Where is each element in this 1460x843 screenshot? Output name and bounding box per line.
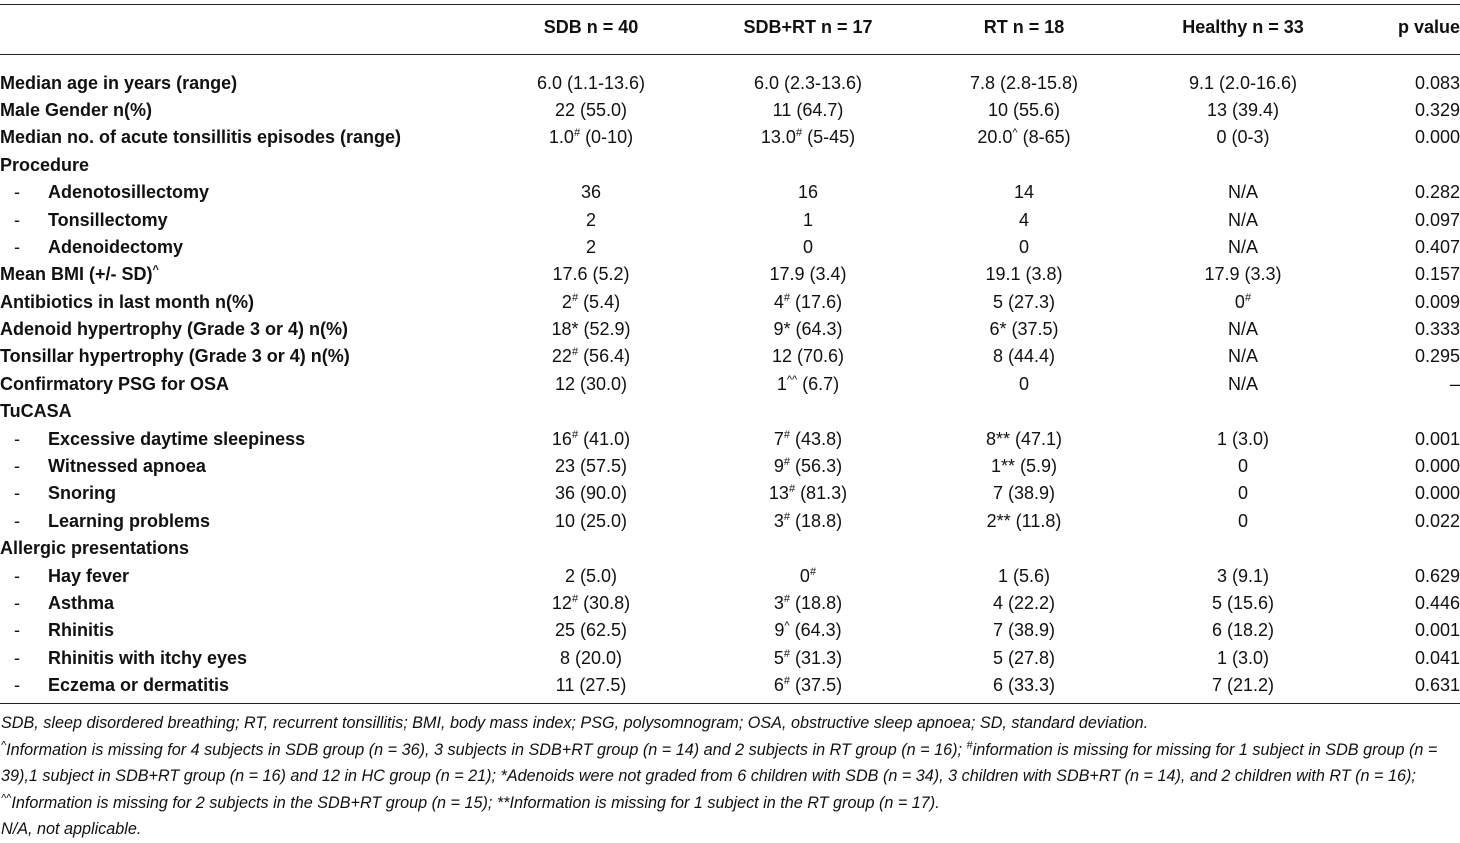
cell-rt: 8 (44.4): [992, 346, 1056, 367]
footnote-text: Information is missing for 2 subjects in the SDB+RT group (n = 15); **Information is missing for 1 subject in the RT group (n = 17).: [11, 793, 940, 812]
cell-superscript: #: [783, 675, 791, 688]
cell-sdb: 2: [585, 209, 596, 230]
cell-rt: 5 (27.8): [992, 647, 1056, 668]
row-dash: -: [14, 620, 20, 641]
cell-sdb: [480, 343, 702, 370]
table-row: [0, 206, 1460, 233]
cell-superscript: #: [571, 593, 579, 605]
table-bottom-rule: [0, 703, 1460, 704]
row-label-text: Antibiotics in last month n(%): [0, 291, 254, 312]
cell-superscript: #: [571, 428, 579, 441]
cell-detail: (6.7): [797, 373, 840, 394]
cell-rt: [914, 124, 1134, 151]
row-dash: -: [14, 428, 20, 449]
cell-detail: (37.5): [790, 675, 843, 696]
row-dash: -: [14, 483, 20, 504]
cell-detail: (31.3): [790, 647, 843, 668]
row-dash: -: [14, 647, 20, 668]
row-label-text: Snoring: [48, 483, 116, 504]
cell-sdb: 36 (90.0): [554, 483, 628, 504]
header-cell-label: [0, 12, 480, 42]
cell-sdb: 36: [580, 182, 602, 203]
cell-sdb-rt: [702, 617, 914, 644]
cell-p-value: 0.022: [1414, 510, 1460, 531]
cell-value: 7: [773, 428, 784, 449]
row-label-text: TuCASA: [0, 401, 72, 422]
table-header-row: [0, 12, 1460, 42]
cell-rt: 4: [1018, 209, 1029, 230]
table-row: [0, 480, 1460, 507]
row-label-text: Male Gender n(%): [0, 99, 153, 120]
table-row: [0, 289, 1460, 316]
cell-superscript: #: [783, 291, 791, 304]
row-sub-label: [0, 206, 480, 233]
row-label-text: Adenotosillectomy: [48, 182, 210, 203]
cell-sdb-rt: 9* (64.3): [773, 319, 843, 340]
row-label: [0, 316, 480, 343]
cell-rt: 7 (38.9): [992, 620, 1056, 641]
cell-sdb-rt: 17.9 (3.4): [769, 264, 847, 285]
row-label-text: Rhinitis with itchy eyes: [48, 647, 248, 668]
table-row: [0, 124, 1460, 151]
cell-p-value: 0.157: [1414, 264, 1460, 285]
cell-detail: (0-10): [580, 127, 634, 148]
cell-rt: 6* (37.5): [989, 319, 1059, 340]
cell-healthy: 0: [1237, 483, 1248, 504]
cell-detail: (41.0): [578, 428, 631, 449]
cell-sdb: 6.0 (1.1-13.6): [536, 72, 646, 93]
table-row: [0, 425, 1460, 452]
cell-superscript: #: [783, 593, 791, 605]
cell-sdb-rt: [702, 289, 914, 316]
table-row: [0, 617, 1460, 644]
table-row: [0, 261, 1460, 288]
cell-healthy: 7 (21.2): [1211, 675, 1275, 696]
cell-p-value: 0.282: [1414, 182, 1460, 203]
header-cell-sdb: SDB n = 40: [543, 16, 639, 37]
row-label-text: Excessive daytime sleepiness: [48, 428, 306, 449]
cell-p-value: 0.000: [1414, 456, 1460, 477]
row-sub-label: [0, 179, 480, 206]
row-label-text: Confirmatory PSG for OSA: [0, 373, 230, 394]
cell-sdb-rt: [702, 645, 914, 672]
cell-healthy: 0 (0-3): [1216, 127, 1270, 148]
cell-sdb: 8 (20.0): [559, 647, 623, 668]
row-dash: -: [14, 675, 20, 696]
row-label-text: Tonsillectomy: [48, 209, 168, 230]
cell-healthy: 0: [1237, 456, 1248, 477]
table-top-rule: [0, 4, 1460, 5]
cell-superscript: #: [788, 483, 796, 496]
cell-detail: (64.3): [789, 620, 842, 641]
section-header-label: [0, 535, 480, 562]
cell-sdb: [480, 124, 702, 151]
cell-healthy: N/A: [1227, 319, 1258, 340]
cell-value: 1: [776, 373, 787, 394]
cell-detail: (56.4): [578, 346, 631, 367]
cell-superscript: #: [783, 456, 791, 469]
cell-sdb-rt: 11 (64.7): [772, 99, 844, 120]
characteristics-table: [0, 12, 1460, 699]
table-row: [0, 398, 1460, 425]
cell-healthy: 5 (15.6): [1211, 593, 1275, 613]
cell-p-value: 0.000: [1414, 127, 1460, 148]
cell-p-value: 0.295: [1414, 346, 1460, 367]
table-row: [0, 672, 1460, 699]
cell-superscript: ^^: [786, 373, 798, 386]
row-dash: -: [14, 236, 20, 257]
header-cell-sdb-rt: SDB+RT n = 17: [743, 16, 873, 37]
row-label-text: Eczema or dermatitis: [48, 675, 230, 696]
cell-superscript: ^: [1012, 127, 1018, 140]
row-label-text: Adenoid hypertrophy (Grade 3 or 4) n(%): [0, 319, 349, 340]
cell-sdb-rt: [702, 590, 914, 617]
cell-healthy: 17.9 (3.3): [1204, 264, 1282, 285]
cell-value: 9: [774, 620, 785, 641]
footnote-text: information is missing for missing for 1 subject in SDB group (n = 39),1 subject in SDB+RT group (n = 16) and 12 in HC group (n = 21); *Adenoids were not graded from 6 children with SDB (n = 34), 3 children with SDB+RT (n = 14), and 2 children with RT (n = 16);: [1, 740, 1438, 786]
cell-sdb-rt: [702, 453, 914, 480]
cell-sdb-rt: 6.0 (2.3-13.6): [753, 72, 863, 93]
cell-superscript: #: [809, 565, 817, 578]
table-row: [0, 535, 1460, 562]
row-label-superscript: ^: [152, 264, 159, 277]
cell-detail: (81.3): [795, 483, 848, 504]
cell-healthy: N/A: [1227, 373, 1258, 394]
row-label-text: Adenoidectomy: [48, 236, 184, 257]
row-label: [0, 69, 480, 96]
cell-p-value: 0.329: [1414, 99, 1460, 120]
row-dash: -: [14, 565, 20, 586]
cell-sdb: [480, 590, 702, 617]
table-row: [0, 453, 1460, 480]
cell-rt: 6 (33.3): [992, 675, 1056, 696]
cell-sdb-rt: 12 (70.6): [771, 346, 845, 367]
cell-sdb-rt: [702, 480, 914, 507]
cell-p-value: 0.446: [1414, 593, 1460, 613]
cell-sdb-rt: [702, 562, 914, 589]
row-label-text: Learning problems: [48, 510, 211, 531]
table-row: [0, 508, 1460, 535]
footnote-text: Information is missing for 4 subjects in SDB group (n = 36), 3 subjects in SDB+RT group (n = 14) and 2 subjects in RT group (n = 16);: [6, 740, 967, 759]
footnote-marker: ^: [1, 739, 7, 752]
cell-value: 5: [773, 647, 784, 668]
cell-detail: (18.8): [790, 510, 843, 531]
footnote-marker: #: [966, 739, 973, 752]
cell-rt: 19.1 (3.8): [985, 264, 1063, 285]
cell-healthy: 1 (3.0): [1216, 647, 1270, 668]
cell-sdb-rt: 0: [802, 236, 813, 257]
header-cell-healthy: Healthy n = 33: [1182, 16, 1304, 37]
row-label-text: Rhinitis: [48, 620, 114, 641]
table-row: [0, 69, 1460, 96]
cell-superscript: #: [573, 127, 581, 140]
cell-sdb-rt: [702, 508, 914, 535]
cell-value: 12: [551, 593, 572, 613]
row-label: [0, 371, 480, 398]
cell-healthy: N/A: [1227, 236, 1258, 257]
cell-detail: (5.4): [578, 291, 621, 312]
cell-detail: (18.8): [790, 593, 843, 613]
cell-sdb: 12 (30.0): [554, 373, 628, 394]
row-sub-label: [0, 425, 480, 452]
cell-sdb: 25 (62.5): [554, 620, 628, 641]
row-label-text: Tonsillar hypertrophy (Grade 3 or 4) n(%): [0, 346, 350, 367]
cell-superscript: #: [783, 510, 791, 523]
cell-rt: 8** (47.1): [985, 428, 1063, 449]
row-label-text: Asthma: [48, 593, 115, 613]
cell-healthy: N/A: [1227, 182, 1258, 203]
cell-p-value: 0.009: [1414, 291, 1460, 312]
row-dash: -: [14, 510, 20, 531]
row-sub-label: [0, 645, 480, 672]
cell-value: 6: [773, 675, 784, 696]
cell-sdb-rt: [702, 425, 914, 452]
cell-superscript: #: [795, 127, 803, 140]
cell-sdb: 18* (52.9): [551, 319, 631, 340]
cell-detail: (30.8): [578, 593, 631, 613]
row-sub-label: [0, 480, 480, 507]
row-label-text: Median age in years (range): [0, 72, 238, 93]
row-dash: -: [14, 209, 20, 230]
cell-value: 3: [773, 593, 784, 613]
cell-superscript: #: [571, 291, 579, 304]
cell-value: 0: [799, 565, 810, 586]
cell-sdb-rt: [702, 124, 914, 151]
cell-rt: 0: [1018, 236, 1029, 257]
table-row: [0, 316, 1460, 343]
row-label: [0, 261, 480, 288]
cell-rt: 4 (22.2): [992, 593, 1056, 613]
table-row: [0, 343, 1460, 370]
section-header-label: [0, 398, 480, 425]
cell-detail: (8-65): [1017, 127, 1071, 148]
row-sub-label: [0, 562, 480, 589]
table-row: [0, 562, 1460, 589]
row-label-text: Hay fever: [48, 565, 130, 586]
cell-sdb: 23 (57.5): [554, 456, 628, 477]
cell-rt: 7.8 (2.8-15.8): [969, 72, 1079, 93]
row-sub-label: [0, 590, 480, 617]
cell-sdb: [480, 289, 702, 316]
cell-healthy: 6 (18.2): [1211, 620, 1275, 641]
cell-superscript: #: [783, 647, 791, 660]
cell-value: 1.0: [548, 127, 574, 148]
cell-rt: 0: [1018, 373, 1029, 394]
cell-rt: 2** (11.8): [986, 510, 1062, 531]
cell-healthy: 1 (3.0): [1216, 428, 1270, 449]
cell-value: 9: [773, 456, 784, 477]
row-sub-label: [0, 672, 480, 699]
cell-value: 4: [773, 291, 784, 312]
row-sub-label: [0, 234, 480, 261]
cell-value: 2: [561, 291, 572, 312]
footnote-not-applicable: N/A, not applicable.: [1, 820, 142, 839]
table-row: [0, 371, 1460, 398]
cell-p-value: 0.001: [1414, 428, 1460, 449]
row-label-text: Procedure: [0, 154, 90, 175]
table-body: [0, 69, 1460, 699]
cell-superscript: #: [571, 346, 579, 359]
cell-healthy: 9.1 (2.0-16.6): [1188, 72, 1298, 93]
cell-p-value: 0.001: [1414, 620, 1460, 641]
cell-sdb-rt: 1: [802, 209, 813, 230]
section-header-label: [0, 152, 480, 179]
cell-superscript: #: [783, 428, 791, 441]
row-label-text: Witnessed apnoea: [48, 456, 206, 477]
cell-p-value: 0.097: [1414, 209, 1460, 230]
cell-sdb: 22 (55.0): [554, 99, 628, 120]
cell-p-value: 0.631: [1414, 675, 1460, 696]
row-sub-label: [0, 617, 480, 644]
cell-detail: (43.8): [790, 428, 843, 449]
table-footnotes: [1, 710, 1457, 843]
cell-value: 0: [1234, 291, 1245, 312]
cell-sdb-rt: [702, 371, 914, 398]
cell-sdb: 2: [585, 236, 596, 257]
cell-rt: 7 (38.9): [992, 483, 1056, 504]
cell-rt: 1** (5.9): [990, 456, 1058, 477]
row-label-text: Allergic presentations: [0, 538, 190, 559]
cell-value: 20.0: [977, 127, 1013, 148]
footnote-missing-data: [1, 737, 1457, 817]
cell-p-value: 0.407: [1414, 236, 1460, 257]
cell-value: 13: [768, 483, 789, 504]
cell-sdb: 11 (27.5): [555, 675, 627, 696]
cell-p-value: 0.041: [1414, 647, 1460, 668]
cell-p-value: 0.629: [1414, 565, 1460, 586]
cell-healthy: 13 (39.4): [1206, 99, 1280, 120]
table-row: [0, 179, 1460, 206]
row-label-text: Mean BMI (+/- SD): [0, 264, 153, 285]
row-label: [0, 124, 480, 151]
cell-rt: 1 (5.6): [997, 565, 1051, 586]
cell-rt: 5 (27.3): [992, 291, 1056, 312]
cell-p-value: 0.083: [1414, 72, 1460, 93]
cell-value: 22: [551, 346, 572, 367]
cell-superscript: #: [1244, 291, 1252, 304]
cell-healthy: N/A: [1227, 346, 1258, 367]
table-row: [0, 152, 1460, 179]
row-sub-label: [0, 453, 480, 480]
cell-value: 13.0: [760, 127, 796, 148]
cell-healthy: N/A: [1227, 209, 1258, 230]
row-dash: -: [14, 182, 20, 203]
table-row: [0, 590, 1460, 617]
cell-rt: 10 (55.6): [987, 99, 1061, 120]
row-label: [0, 343, 480, 370]
header-cell-rt: RT n = 18: [983, 16, 1065, 37]
row-label: [0, 289, 480, 316]
cell-sdb: 2 (5.0): [564, 565, 618, 586]
row-dash: -: [14, 456, 20, 477]
cell-sdb: 17.6 (5.2): [552, 264, 630, 285]
cell-detail: (17.6): [790, 291, 843, 312]
cell-value: 16: [551, 428, 572, 449]
cell-healthy: 0: [1237, 510, 1248, 531]
cell-healthy: [1134, 289, 1352, 316]
cell-detail: (5-45): [802, 127, 856, 148]
cell-rt: 14: [1013, 182, 1035, 203]
footnote-marker: ^^: [1, 792, 12, 805]
table-row: [0, 645, 1460, 672]
cell-sdb-rt: [702, 672, 914, 699]
row-label-text: Median no. of acute tonsillitis episodes (range): [0, 127, 402, 148]
row-sub-label: [0, 508, 480, 535]
cell-value: 3: [773, 510, 784, 531]
row-label: [0, 97, 480, 124]
cell-sdb: 10 (25.0): [554, 510, 628, 531]
cell-p-value: –: [1449, 373, 1460, 394]
row-dash: -: [14, 593, 20, 613]
footnote-abbreviations: SDB, sleep disordered breathing; RT, recurrent tonsillitis; BMI, body mass index; PSG, polysomnogram; OSA, obstructive sleep apnoea; SD, standard deviation.: [1, 714, 1149, 732]
cell-sdb: [480, 425, 702, 452]
cell-detail: (56.3): [790, 456, 843, 477]
cell-p-value: 0.333: [1414, 319, 1460, 340]
header-cell-p-value: p value: [1397, 16, 1460, 37]
cell-superscript: ^: [784, 620, 790, 633]
cell-sdb-rt: 16: [797, 182, 819, 203]
table-row: [0, 234, 1460, 261]
cell-healthy: 3 (9.1): [1216, 565, 1270, 586]
cell-p-value: 0.000: [1414, 483, 1460, 504]
table-row: [0, 97, 1460, 124]
